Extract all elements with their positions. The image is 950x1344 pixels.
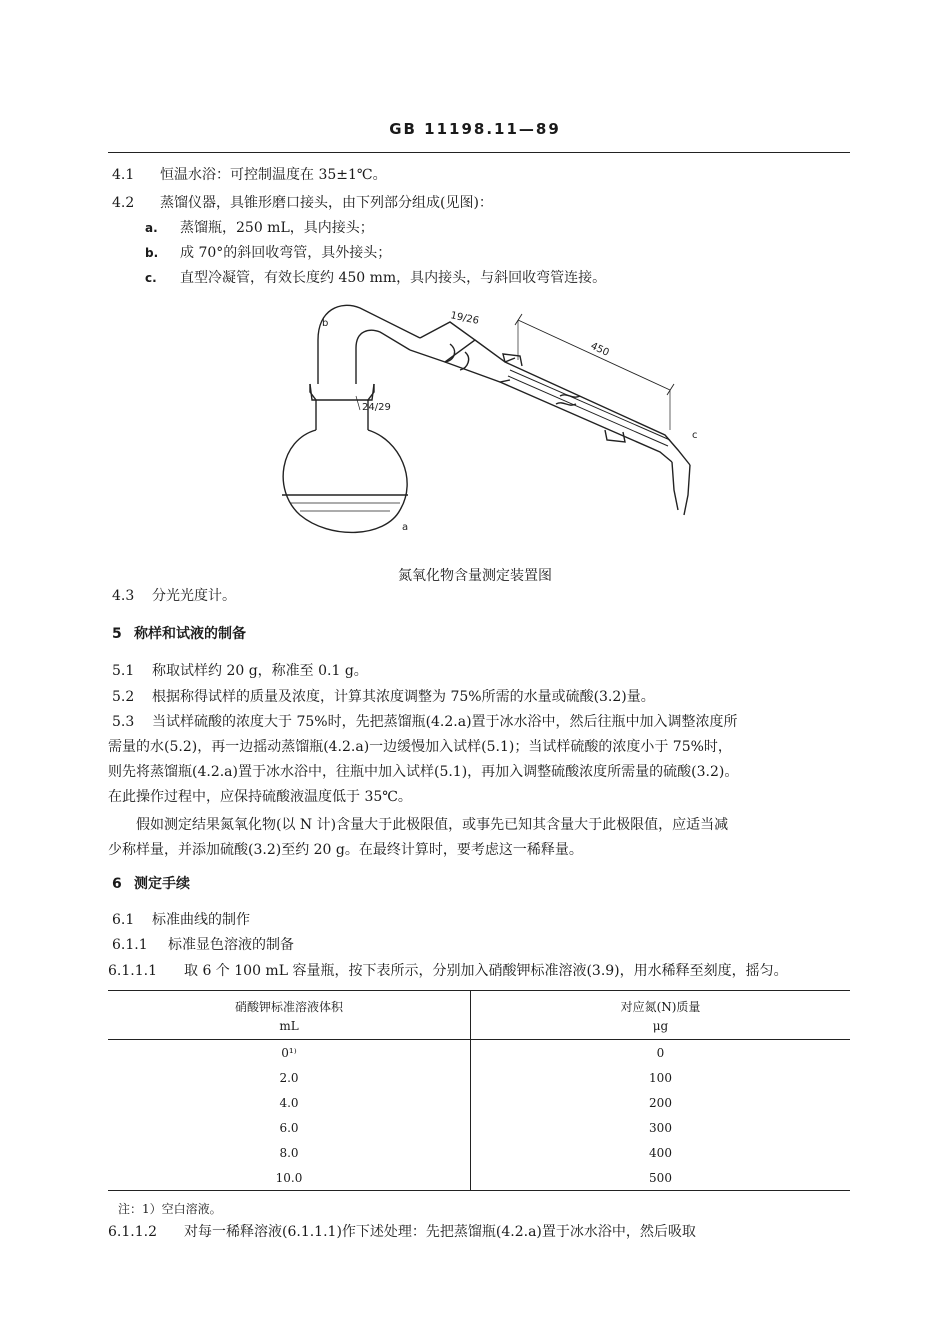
item-text: 称取试样约 20 g，称准至 0.1 g。 bbox=[152, 663, 368, 679]
figure-label-b: b bbox=[322, 318, 329, 329]
item-text: 取 6 个 100 mL 容量瓶，按下表所示，分别加入硝酸钾标准溶液(3.9)，用水稀释至刻度，摇匀。 bbox=[184, 963, 788, 979]
item-text: 当试样硫酸的浓度大于 75%时，先把蒸馏瓶(4.2.a)置于冰水浴中，然后往瓶中加入调整浓度所 bbox=[152, 714, 738, 730]
header-unit: mL bbox=[279, 1018, 299, 1033]
cell-mass: 0 bbox=[656, 1045, 665, 1060]
item-number: 4.1 bbox=[112, 167, 135, 183]
figure-label-c: c bbox=[692, 430, 698, 441]
sub-item-a bbox=[145, 218, 374, 238]
item-5-3-line-4: 在此操作过程中，应保持硫酸液温度低于 35℃。 bbox=[108, 789, 412, 805]
cell-mass: 400 bbox=[649, 1145, 672, 1160]
figure-length: 450 bbox=[588, 340, 611, 359]
item-text: 对每一稀释溶液(6.1.1.1)作下述处理：先把蒸馏瓶(4.2.a)置于冰水浴中，然后吸取 bbox=[184, 1224, 696, 1240]
item-number: 4.2 bbox=[112, 195, 135, 211]
item-5-3-line-3: 则先将蒸馏瓶(4.2.a)置于冰水浴中，往瓶中加入试样(5.1)，再加入调整硫酸浓度所需量的硫酸(3.2)。 bbox=[108, 764, 739, 780]
cell-volume: 6.0 bbox=[108, 1115, 471, 1140]
section-6-heading bbox=[112, 874, 190, 894]
cell-volume: 2.0 bbox=[108, 1065, 471, 1090]
paragraph-line-1: 假如测定结果氮氧化物(以 N 计)含量大于此极限值，或事先已知其含量大于此极限值，应适当减 bbox=[136, 817, 729, 833]
sub-item-c bbox=[145, 268, 606, 288]
item-text: 标准显色溶液的制备 bbox=[168, 937, 294, 953]
table-header-volume bbox=[108, 991, 471, 1040]
item-5-1 bbox=[112, 661, 368, 681]
sub-label: b. bbox=[145, 246, 159, 260]
cell-volume: 0¹⁾ bbox=[108, 1040, 471, 1066]
table-row bbox=[108, 1040, 850, 1066]
item-6-1-1-2 bbox=[108, 1222, 696, 1242]
sub-label: c. bbox=[145, 271, 157, 285]
sub-text: 直型冷凝管，有效长度约 450 mm，具内接头，与斜回收弯管连接。 bbox=[180, 270, 607, 286]
table-row bbox=[108, 1065, 850, 1090]
item-5-3-line-1 bbox=[112, 712, 738, 732]
sub-text: 蒸馏瓶，250 mL，具内接头； bbox=[180, 220, 374, 236]
item-text: 根据称得试样的质量及浓度，计算其浓度调整为 75%所需的水量或硫酸(3.2)量。 bbox=[152, 689, 655, 705]
table-row bbox=[108, 1165, 850, 1191]
figure-label-a: a bbox=[402, 522, 409, 533]
item-6-1-1-1 bbox=[108, 961, 788, 981]
heading-text: 称样和试液的制备 bbox=[134, 626, 246, 642]
paragraph-line-2: 少称样量，并添加硫酸(3.2)至约 20 g。在最终计算时，要考虑这一稀释量。 bbox=[108, 842, 583, 858]
item-4-3 bbox=[112, 586, 236, 606]
cell-volume: 10.0 bbox=[108, 1165, 471, 1191]
cell-mass: 200 bbox=[649, 1095, 672, 1110]
item-text: 标准曲线的制作 bbox=[152, 912, 250, 928]
item-number: 5.1 bbox=[112, 663, 135, 679]
item-5-2 bbox=[112, 687, 655, 707]
cell-mass: 300 bbox=[649, 1120, 672, 1135]
item-text: 恒温水浴：可控制温度在 35±1℃。 bbox=[160, 167, 387, 183]
item-number: 6.1 bbox=[112, 912, 135, 928]
sub-label: a. bbox=[145, 221, 158, 235]
item-number: 4.3 bbox=[112, 588, 135, 604]
item-5-3-line-2: 需量的水(5.2)，再一边摇动蒸馏瓶(4.2.a)一边缓慢加入试样(5.1)；当试样硫酸的浓度小于 75%时， bbox=[108, 739, 732, 755]
heading-text: 测定手续 bbox=[134, 876, 190, 892]
item-6-1-1 bbox=[112, 935, 294, 955]
item-number: 6.1.1.1 bbox=[108, 963, 157, 979]
item-text: 分光光度计。 bbox=[152, 588, 236, 604]
header-unit: μg bbox=[652, 1018, 669, 1033]
standard-solution-table bbox=[108, 990, 850, 1191]
item-number: 6.1.1.2 bbox=[108, 1224, 157, 1240]
item-text: 蒸馏仪器，具锥形磨口接头，由下列部分组成(见图)： bbox=[160, 195, 493, 211]
heading-number: 5 bbox=[112, 626, 122, 642]
figure-caption: 氮氧化物含量测定装置图 bbox=[398, 568, 552, 584]
item-6-1 bbox=[112, 910, 250, 930]
table-row bbox=[108, 1090, 850, 1115]
distillation-apparatus-figure bbox=[260, 300, 720, 560]
item-4-2 bbox=[112, 193, 493, 213]
page-header: GB 11198.11—89 bbox=[389, 120, 561, 138]
item-4-1 bbox=[112, 165, 387, 185]
cell-volume: 8.0 bbox=[108, 1140, 471, 1165]
figure-joint-top: 19/26 bbox=[449, 310, 480, 327]
header-label: 硝酸钾标准溶液体积 bbox=[234, 999, 343, 1014]
header-rule bbox=[108, 152, 850, 153]
item-number: 6.1.1 bbox=[112, 937, 148, 953]
figure-joint-flask: 24/29 bbox=[362, 402, 391, 413]
sub-text: 成 70°的斜回收弯管，具外接头； bbox=[180, 245, 392, 261]
item-number: 5.3 bbox=[112, 714, 135, 730]
heading-number: 6 bbox=[112, 876, 122, 892]
table-row bbox=[108, 1115, 850, 1140]
item-number: 5.2 bbox=[112, 689, 135, 705]
cell-mass: 100 bbox=[649, 1070, 672, 1085]
header-label: 对应氮(N)质量 bbox=[620, 999, 701, 1014]
cell-mass: 500 bbox=[649, 1170, 672, 1185]
table-row bbox=[108, 1140, 850, 1165]
table-note: 注：1）空白溶液。 bbox=[118, 1202, 222, 1216]
sub-item-b bbox=[145, 243, 391, 263]
section-5-heading bbox=[112, 624, 246, 644]
table-header-mass bbox=[471, 991, 851, 1040]
cell-volume: 4.0 bbox=[108, 1090, 471, 1115]
